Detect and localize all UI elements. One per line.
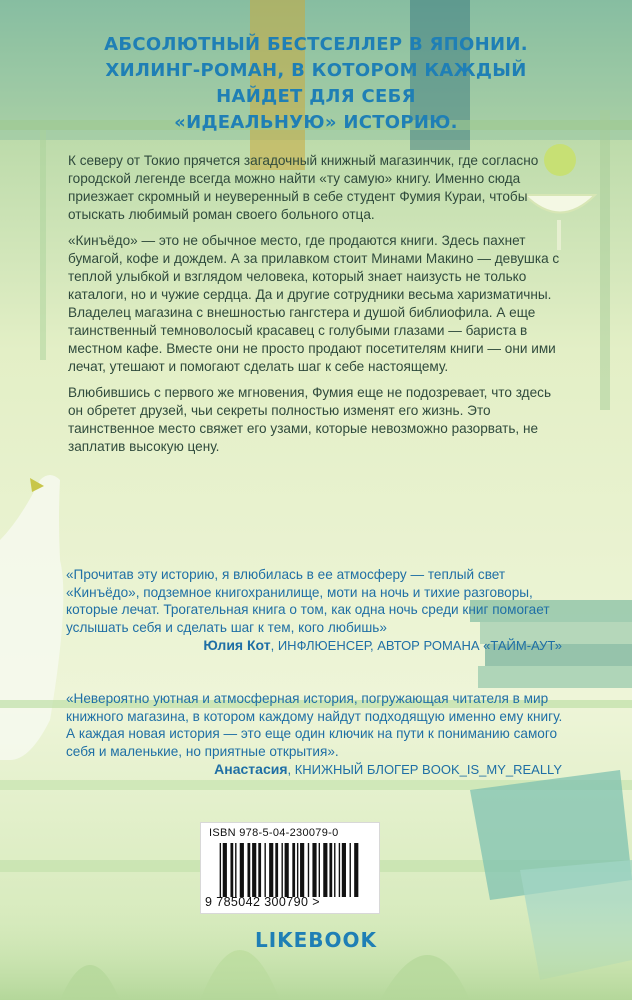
barcode-bar [247, 843, 250, 897]
barcode [200, 822, 380, 914]
barcode-bar [292, 843, 295, 897]
quote-text: «Невероятно уютная и атмосферная история, погружающая читателя в мир книжного магазина, в котором каждому найдут подходящую именно ему книгу. А каждая новая история — это еще один ключик на пути к пониманию самого себя и маленькие, но приятные открытия». [66, 691, 563, 759]
isbn-label: ISBN 978-5-04-230079-0 [209, 827, 339, 839]
barcode-bar [240, 843, 244, 897]
barcode-digits: 9 785042 300790 > [205, 895, 320, 909]
barcode-bar [300, 843, 304, 897]
quote-1 [66, 566, 566, 655]
quote-author: Анастасия [214, 761, 288, 777]
barcode-bar [308, 843, 309, 897]
barcode-bar [285, 843, 289, 897]
barcode-bar [350, 843, 351, 897]
barcode-bar [235, 843, 236, 897]
barcode-bar [323, 843, 327, 897]
headline-line: НАЙДЕТ ДЛЯ СЕБЯ [216, 86, 416, 107]
barcode-bar [230, 843, 233, 897]
quote-attribution [66, 637, 566, 655]
barcode-bar [264, 843, 265, 897]
barcode-bar [319, 843, 320, 897]
barcode-bar [252, 843, 256, 897]
quote-2 [66, 690, 566, 779]
headline-line: АБСОЛЮТНЫЙ БЕСТСЕЛЛЕР В ЯПОНИИ. [104, 34, 528, 55]
barcode-bar [275, 843, 278, 897]
description [68, 152, 568, 464]
barcode-bar [269, 843, 273, 897]
quote-author-role: , КНИЖНЫЙ БЛОГЕР BOOK_IS_MY_REALLY [287, 762, 562, 777]
quote-author: Юлия Кот [203, 637, 271, 653]
quote-attribution [66, 761, 566, 779]
barcode-bar [354, 843, 358, 897]
barcode-bar [312, 843, 316, 897]
barcode-bar [339, 843, 340, 897]
quote-author-role: , ИНФЛЮЕНСЕР, АВТОР РОМАНА «ТАЙМ-АУТ» [270, 638, 562, 653]
headline-line: «ИДЕАЛЬНУЮ» ИСТОРИЮ. [174, 112, 458, 133]
description-paragraph: «Кинъёдо» — это не обычное место, где продаются книги. Здесь пахнет бумагой, кофе и дождем. А за прилавком стоит Минами Макино — девушка с теплой улыбкой и взглядом человека, который знает наизусть не только каталоги, но и чужие сердца. Да и другие сотрудники весьма харизматичны. Владелец магазина с внешностью гангстера и душой библиофила. А еще таинственный темноволосый красавец с голубыми глазами — бариста в местном кафе. Вместе они не просто продают посетителям книги — они ими лечат, утешают и помогают сделать шаг к себе настоящему. [68, 233, 560, 374]
headline [40, 32, 592, 136]
barcode-bar [297, 843, 298, 897]
publisher-logo: LIKEBOOK [254, 928, 378, 952]
barcode-bar [258, 843, 261, 897]
barcode-bars [215, 843, 365, 897]
description-paragraph: Влюбившись с первого же мгновения, Фумия еще не подозревает, что здесь он обретет друзей, чьи секреты полностью изменят его жизнь. Это таинственное место свяжет его узами, которые невозможно разорвать, не заплатив высокую цену. [68, 385, 552, 454]
description-paragraph: К северу от Токио прячется загадочный книжный магазинчик, где согласно городской легенде всегда можно найти «ту самую» книгу. Именно сюда приезжает скромный и неуверенный в себе студент Фумия Кураи, чтобы отыскать любимый роман своего больного отца. [68, 153, 539, 222]
barcode-bar [329, 843, 332, 897]
quote-text: «Прочитав эту историю, я влюбилась в ее атмосферу — теплый свет «Кинъёдо», подземное книгохранилище, моти на ночь и тихие разговоры, которые лечат. Трогательная книга о том, как одна ночь среди книг помогает услышать себя и сделать шаг к тем, кого любишь» [66, 567, 550, 635]
barcode-bar [281, 843, 282, 897]
barcode-bar [223, 843, 227, 897]
barcode-bar [342, 843, 346, 897]
barcode-bar [334, 843, 335, 897]
barcode-bar [220, 843, 221, 897]
headline-line: ХИЛИНГ-РОМАН, В КОТОРОМ КАЖДЫЙ [105, 60, 527, 81]
